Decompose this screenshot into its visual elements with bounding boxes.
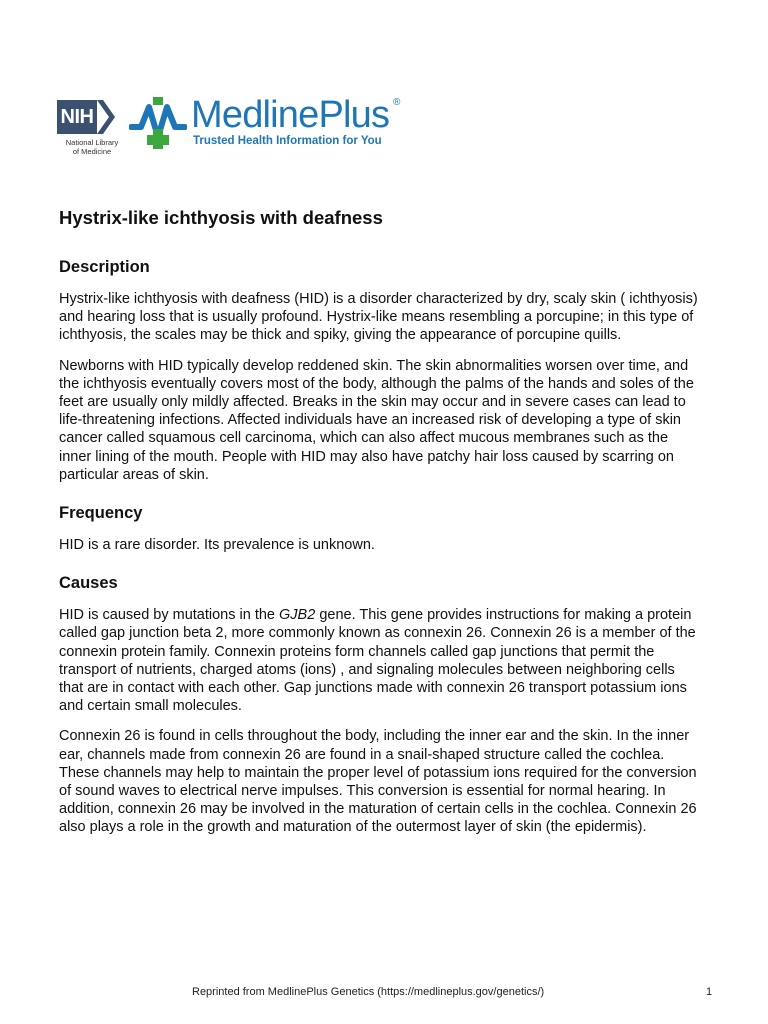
page-number: 1	[706, 986, 713, 998]
gene-name: GJB2	[279, 607, 316, 624]
heading-causes: Causes	[59, 574, 118, 593]
page-title: Hystrix-like ichthyosis with deafness	[59, 207, 383, 228]
medlineplus-brand: MedlinePlus	[191, 94, 390, 136]
heading-frequency: Frequency	[59, 504, 143, 523]
medlineplus-tagline: Trusted Health Information for You	[193, 135, 382, 147]
article	[59, 205, 699, 855]
registered-mark: ®	[393, 97, 401, 108]
causes-paragraph-2: Connexin 26 is found in cells throughout the body, including the inner ear and the skin. In the inner ear, channels made from connexin 26 are found in a snail-shaped structure called the cochlea. These channels may help to maintain the proper level of potassium ions required for the conversion of sound waves to electrical nerve impulses. This conversion is essential for normal hearing. In addition, connexin 26 may be involved in the maturation of certain cells in the cochlea. Connexin 26 also plays a role in the growth and maturation of the outermost layer of skin (the epidermis).	[59, 728, 697, 836]
description-paragraph-1: Hystrix-like ichthyosis with deafness (HID) is a disorder characterized by dry, scaly skin ( ichthyosis) and hearing loss that is usually profound. Hystrix-like means resembling a porcupine; in this type of ichthyosis, the scales may be thick and spiky, giving the appearance of porcupine quills.	[59, 291, 698, 344]
causes-text-before-gene: HID is caused by mutations in the	[59, 607, 280, 624]
description-paragraph-2: Newborns with HID typically develop reddened skin. The skin abnormalities worsen over time, and the ichthyosis eventually covers most of the body, although the palms of the hands and soles of the feet are usually only mildly affected. Breaks in the skin may occur and in severe cases can lead to life-threatening infections. Affected individuals have an increased risk of developing a type of skin cancer called squamous cell carcinoma, which can also affect mucous membranes such as the inner lining of the mouth. People with HID may also have patchy hair loss caused by scarring on particular areas of skin.	[59, 357, 694, 483]
nih-logo: NIH	[57, 100, 97, 134]
nih-chevron-icon	[97, 100, 115, 134]
section-frequency	[59, 502, 699, 554]
heading-description: Description	[59, 258, 150, 276]
frequency-paragraph-1: HID is a rare disorder. Its prevalence is unknown.	[59, 537, 375, 554]
section-causes	[59, 572, 699, 836]
footer-source: Reprinted from MedlinePlus Genetics (https://medlineplus.gov/genetics/)	[192, 986, 545, 998]
medlineplus-logo-icon	[129, 97, 187, 149]
page-header	[57, 95, 417, 175]
causes-text-after-gene: gene. This gene provides instructions for making a protein called gap junction beta 2, more commonly known as connexin 26. Connexin 26 is a member of the connexin protein family. Connexin proteins form channels called gap junctions that permit the transport of nutrients, charged atoms (ions) , and signaling molecules between neighboring cells that are in contact with each other. Gap junctions made with connexin 26 transport potassium ions and certain small molecules.	[59, 607, 696, 715]
nih-subtitle: National Library of Medicine	[65, 138, 119, 156]
section-description	[59, 256, 699, 484]
causes-paragraph-1	[59, 606, 699, 715]
